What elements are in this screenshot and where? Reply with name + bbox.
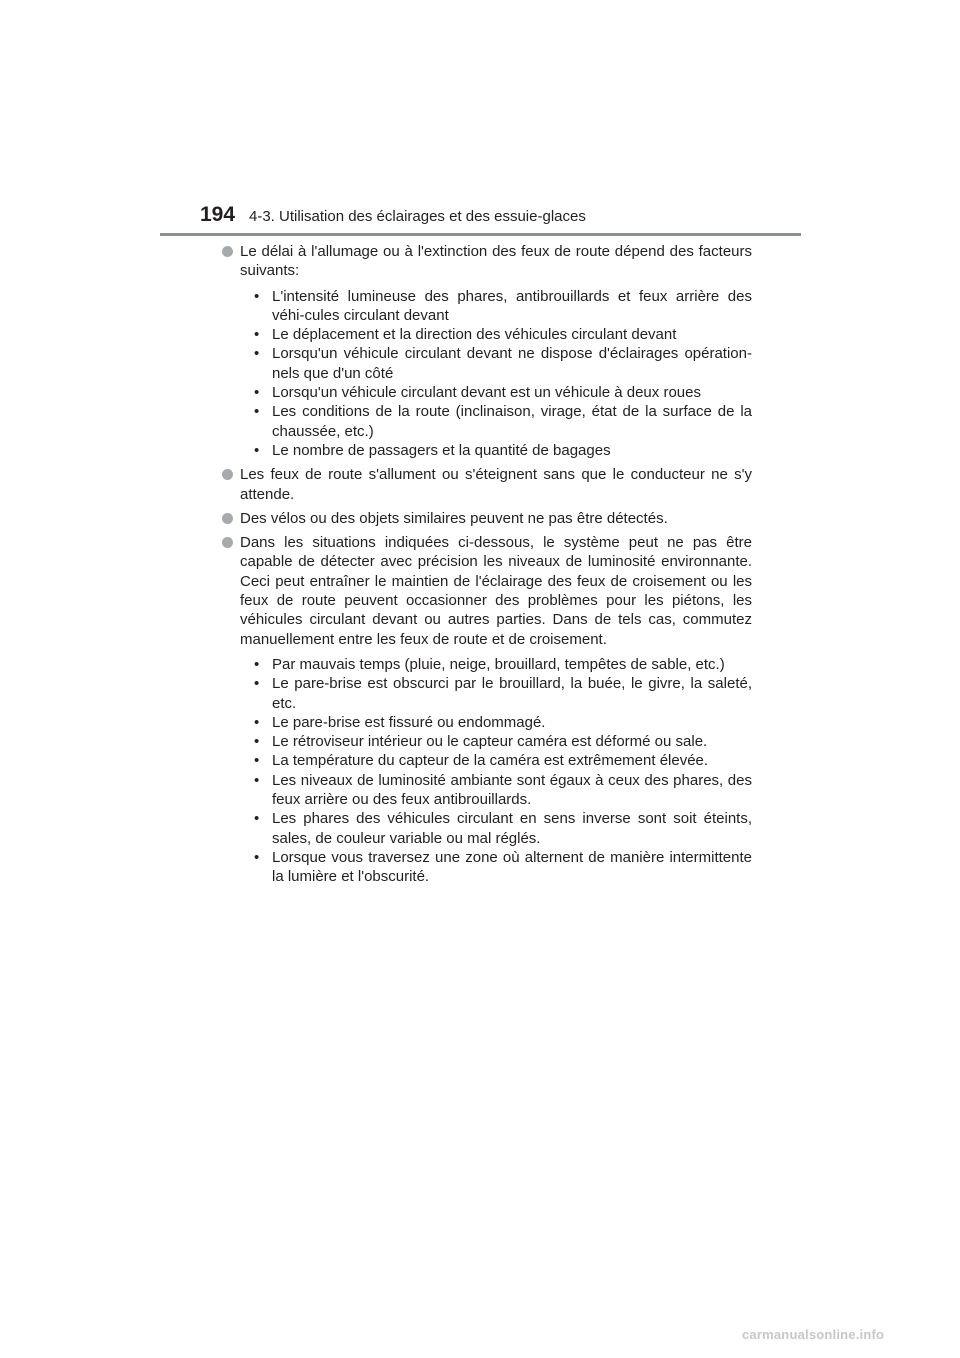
sub-bullet-icon: •: [254, 345, 260, 363]
watermark: carmanualsonline.info: [742, 1327, 885, 1342]
sub-bullet-icon: •: [254, 848, 260, 866]
sub-bullet-icon: •: [254, 441, 260, 459]
bullet-dot-icon: [222, 246, 233, 257]
sub-list-item: [240, 383, 752, 402]
sub-bullet-icon: •: [254, 403, 260, 421]
sub-bullet-icon: •: [254, 655, 260, 673]
sub-list-item: [240, 713, 752, 732]
sub-list-text: Lorsqu'un véhicule circulant devant ne dispose d'éclairages opération-nels que d'un côté: [272, 345, 752, 382]
main-content: [222, 242, 752, 892]
sub-list-text: La température du capteur de la caméra est extrêmement élevée.: [272, 752, 709, 770]
bullet-item: [222, 509, 752, 528]
page-header: [160, 203, 801, 235]
bullet-text: Les feux de route s'allument ou s'éteignent sans que le conducteur ne s'y attende.: [240, 466, 752, 503]
sub-list-item: [240, 771, 752, 810]
sub-list-text: Le pare-brise est obscurci par le brouillard, la buée, le givre, la saleté, etc.: [272, 675, 752, 712]
sub-list-text: Le nombre de passagers et la quantité de bagages: [272, 441, 611, 459]
sub-list-item: [240, 848, 752, 887]
sub-bullet-icon: •: [254, 384, 260, 402]
bullet-text: Le délai à l'allumage ou à l'extinction des feux de route dépend des facteurs suivants:: [240, 243, 752, 280]
bullet-item: [222, 465, 752, 504]
sub-bullet-icon: •: [254, 287, 260, 305]
sub-list-text: Lorsqu'un véhicule circulant devant est un véhicule à deux roues: [272, 384, 701, 402]
sub-list-text: Le déplacement et la direction des véhicules circulant devant: [272, 326, 677, 344]
sub-list-item: [240, 325, 752, 344]
sub-list-text: Les phares des véhicules circulant en sens inverse sont soit éteints, sales, de couleur variable ou mal réglés.: [272, 810, 752, 847]
sub-list-text: Le rétroviseur intérieur ou le capteur caméra est déformé ou sale.: [272, 733, 708, 751]
sub-bullet-icon: •: [254, 326, 260, 344]
sub-list-text: Par mauvais temps (pluie, neige, brouillard, tempêtes de sable, etc.): [272, 655, 725, 673]
sub-list-text: Les niveaux de luminosité ambiante sont égaux à ceux des phares, des feux arrière ou des feux antibrouillards.: [272, 771, 752, 809]
sub-list-text: L'intensité lumineuse des phares, antibrouillards et feux arrière des véhi-cules circulant devant: [272, 287, 752, 324]
sub-bullet-icon: •: [254, 771, 260, 789]
sub-bullet-icon: •: [254, 810, 260, 828]
sub-list-item: [240, 732, 752, 751]
header-divider: [160, 233, 801, 236]
sub-list-item: [240, 809, 752, 848]
sub-list-text: Les conditions de la route (inclinaison, virage, état de la surface de la chaussée, etc.): [272, 403, 752, 440]
bullet-text: Des vélos ou des objets similaires peuvent ne pas être détectés.: [240, 509, 668, 527]
sub-bullet-icon: •: [254, 713, 260, 731]
bullet-dot-icon: [222, 469, 233, 480]
sub-list: [240, 655, 752, 887]
sub-list-text: Lorsque vous traversez une zone où alternent de manière intermittente la lumière et l'obscurité.: [272, 848, 752, 886]
sub-bullet-icon: •: [254, 733, 260, 751]
bullet-item: [222, 533, 752, 886]
bullet-item: [222, 242, 752, 460]
sub-list-item: [240, 287, 752, 326]
sub-list-item: [240, 674, 752, 713]
sub-list-item: [240, 751, 752, 770]
page-number: 194: [200, 203, 236, 226]
sub-list-item: [240, 655, 752, 674]
sub-list: [240, 287, 752, 461]
sub-bullet-icon: •: [254, 752, 260, 770]
bullet-dot-icon: [222, 513, 233, 524]
sub-list-item: [240, 402, 752, 441]
bullet-text: Dans les situations indiquées ci-dessous, le système peut ne pas être capable de détecter avec précision les niveaux de luminosité environnante. Ceci peut entraîner le maintien de l'éclairage des feux de croisement ou les feux de route peuvent occasionner des problèmes pour les piétons, les véhicules circulant devant ou autres parties. Dans de tels cas, commutez manuellement entre les feux de route et de croisement.: [240, 534, 752, 648]
sub-list-item: [240, 344, 752, 383]
sub-list-text: Le pare-brise est fissuré ou endommagé.: [272, 713, 546, 731]
sub-bullet-icon: •: [254, 675, 260, 693]
bullet-dot-icon: [222, 537, 233, 548]
chapter-title: 4-3. Utilisation des éclairages et des essuie-glaces: [249, 208, 586, 225]
sub-list-item: [240, 441, 752, 460]
